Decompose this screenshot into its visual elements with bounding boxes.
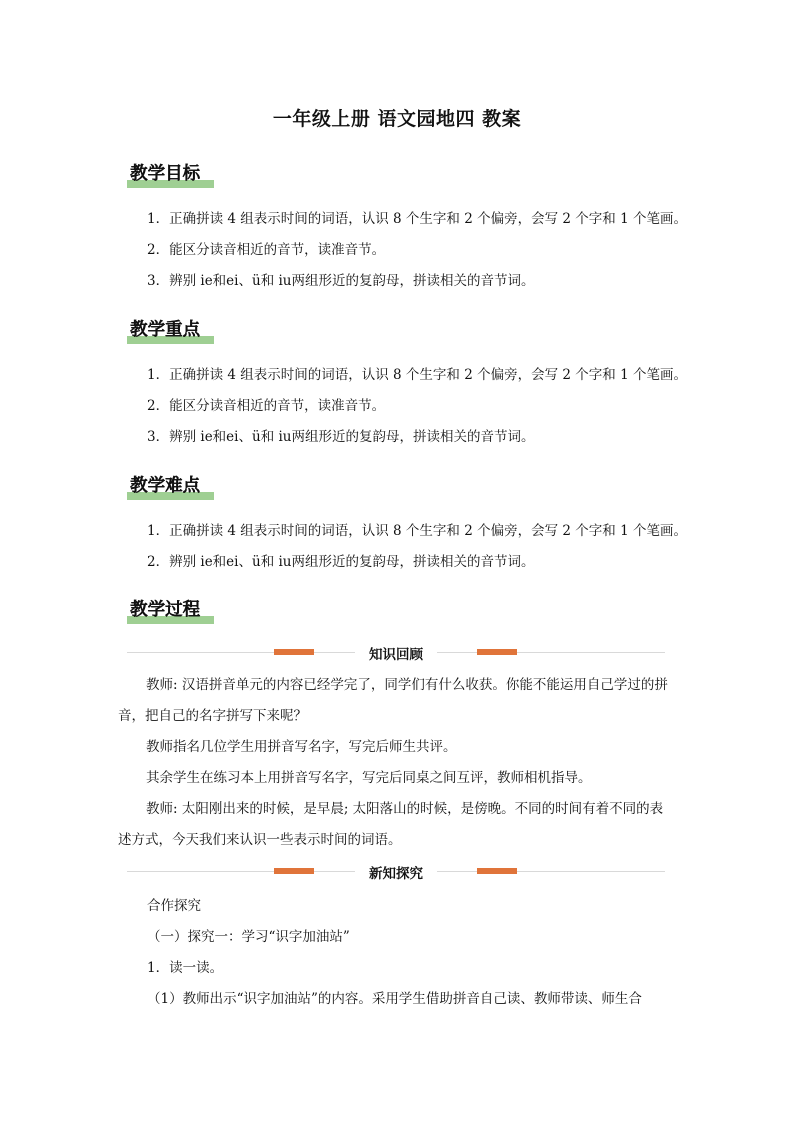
list-item: 1．正确拼读 4 组表示时间的词语，认识 8 个生字和 2 个偏旁，会写 2 个字和 1 个笔画。 xyxy=(147,211,687,227)
section-heading-text: 教学目标 xyxy=(130,164,200,184)
section-heading-text: 教学过程 xyxy=(130,600,200,620)
list-item: 1．正确拼读 4 组表示时间的词语，认识 8 个生字和 2 个偏旁，会写 2 个字和 1 个笔画。 xyxy=(147,367,687,383)
list-item: 3．辨别 ie和ei、ü和 iu两组形近的复韵母，拼读相关的音节词。 xyxy=(147,429,535,445)
list-item: 2．能区分读音相近的音节，读准音节。 xyxy=(147,242,386,258)
divider-label: 知识回顾 xyxy=(127,643,665,663)
paragraph: 教师: 汉语拼音单元的内容已经学完了，同学们有什么收获。你能不能运用自己学过的拼音，把自己的名字拼写下来呢？ xyxy=(118,677,668,724)
paragraph: 其余学生在练习本上用拼音写名字，写完后同桌之间互评，教师相机指导。 xyxy=(146,770,592,786)
document-title: 一年级上册 语文园地四 教案 xyxy=(272,108,522,130)
list-item: （一）探究一：学习“识字加油站” xyxy=(147,929,350,945)
list-item: 1．正确拼读 4 组表示时间的词语，认识 8 个生字和 2 个偏旁，会写 2 个字和 1 个笔画。 xyxy=(147,523,687,539)
list-item: 2．能区分读音相近的音节，读准音节。 xyxy=(147,398,386,414)
section-heading-text: 教学重点 xyxy=(130,320,200,340)
divider-label: 新知探究 xyxy=(127,862,665,882)
section-heading-text: 教学难点 xyxy=(130,476,200,496)
list-item: 1．读一读。 xyxy=(147,960,224,976)
list-item: 2．辨别 ie和ei、ü和 iu两组形近的复韵母，拼读相关的音节词。 xyxy=(147,554,535,570)
paragraph: 教师: 太阳刚出来的时候，是早晨; 太阳落山的时候，是傍晚。不同的时间有着不同的表述方式，今天我们来认识一些表示时间的词语。 xyxy=(118,801,664,848)
paragraph: 教师指名几位学生用拼音写名字，写完后师生共评。 xyxy=(146,739,457,755)
divider-knowledge-review xyxy=(127,643,665,663)
subheading: 合作探究 xyxy=(147,898,201,914)
list-item: 3．辨别 ie和ei、ü和 iu两组形近的复韵母，拼读相关的音节词。 xyxy=(147,273,535,289)
list-item: （1）教师出示“识字加油站”的内容。采用学生借助拼音自己读、教师带读、师生合 xyxy=(147,991,642,1007)
divider-new-knowledge xyxy=(127,862,665,882)
